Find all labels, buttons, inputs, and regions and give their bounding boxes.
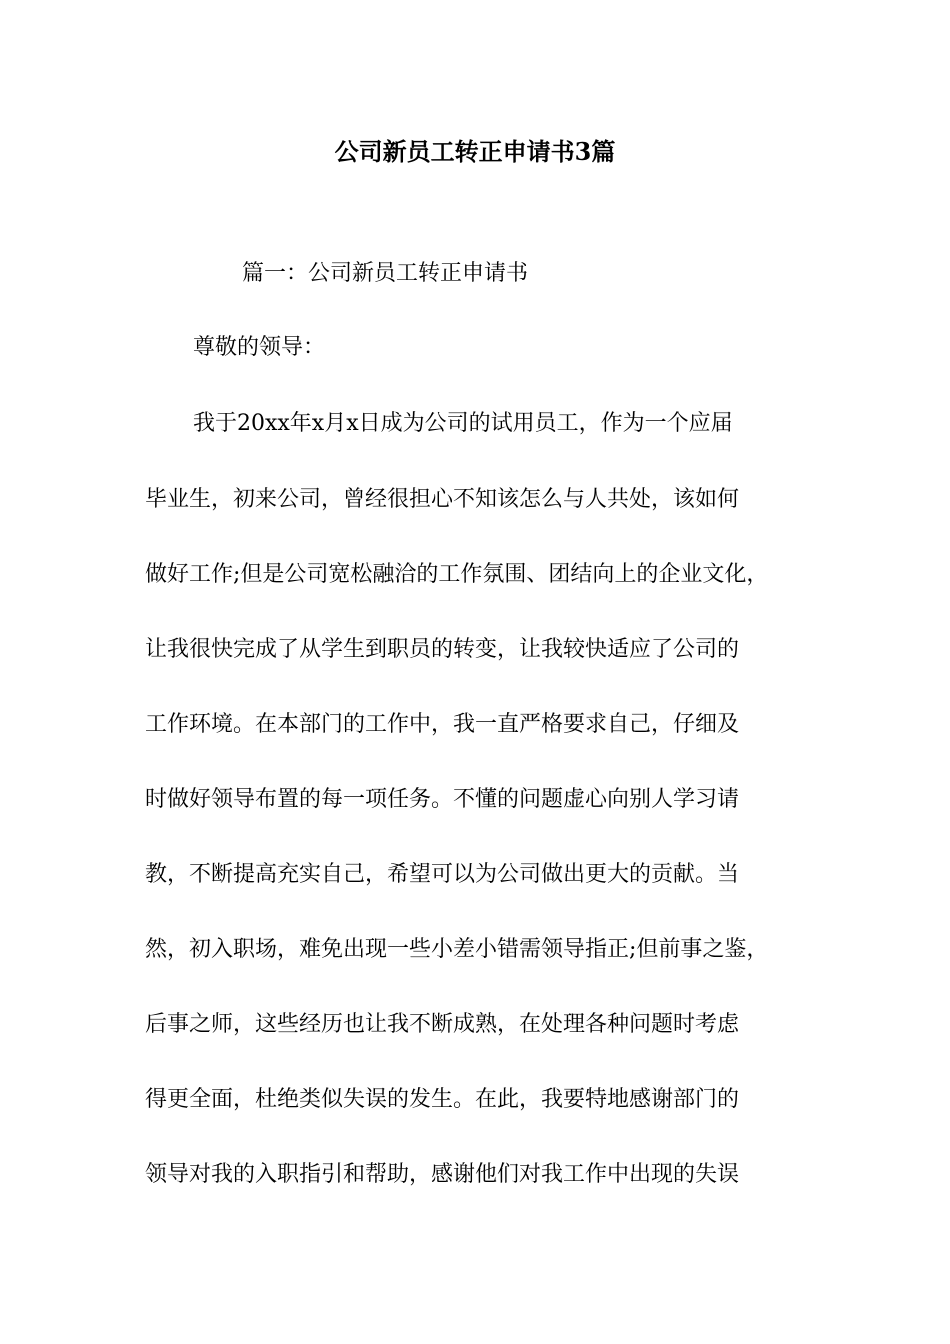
document-title: 公司新员工转正申请书3篇 [334,137,616,166]
section-heading: 篇一：公司新员工转正申请书 [242,261,529,286]
body-line: 我于20xx年x月x日成为公司的试用员工，作为一个应届 [193,411,733,436]
body-line: 教，不断提高充实自己，希望可以为公司做出更大的贡献。当 [145,862,740,887]
body-line: 做好工作;但是公司宽松融洽的工作氛围、团结向上的企业文化， [145,562,769,587]
body-line: 得更全面，杜绝类似失误的发生。在此，我要特地感谢部门的 [145,1087,740,1112]
body-line: 毕业生，初来公司，曾经很担心不知该怎么与人共处，该如何 [145,487,740,512]
body-line: 让我很快完成了从学生到职员的转变，让我较快适应了公司的 [145,637,740,662]
body-line: 后事之师，这些经历也让我不断成熟，在处理各种问题时考虑 [145,1012,740,1037]
body-line: 时做好领导布置的每一项任务。不懂的问题虚心向别人学习请 [145,787,740,812]
body-line: 工作环境。在本部门的工作中，我一直严格要求自己，仔细及 [145,712,740,737]
body-line: 然，初入职场，难免出现一些小差小错需领导指正;但前事之鉴， [145,937,769,962]
body-line: 领导对我的入职指引和帮助，感谢他们对我工作中出现的失误 [145,1162,740,1187]
salutation: 尊敬的领导： [193,335,326,360]
